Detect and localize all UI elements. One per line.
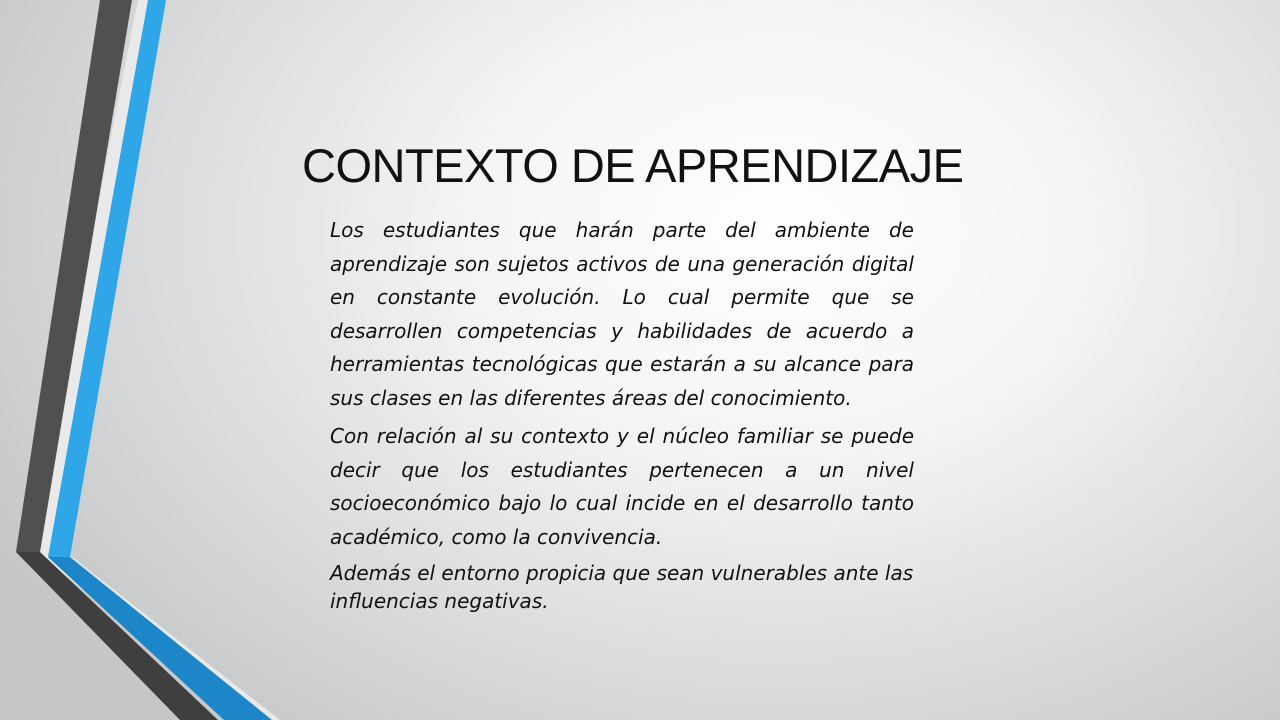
paragraph-learners: Los estudiantes que harán parte del ambiente de aprendizaje son sujetos activos de una generación digital en constante evolución. Lo cual permite que se desarrollen competencias y habilidades de acuerdo a herramientas tecnológicas que estarán a su alcance para sus clases en las diferentes áreas del conocimiento. bbox=[330, 218, 914, 410]
paragraph-family-context: Con relación al su contexto y el núcleo familiar se puede decir que los estudiantes pertenecen a un nivel socioeconómico bajo lo cual incide en el desarrollo tanto académico, como la convivencia. bbox=[330, 424, 914, 549]
paragraph-environment: Además el entorno propicia que sean vulnerables ante las influencias negativas. bbox=[330, 561, 914, 613]
slide-body bbox=[330, 214, 914, 620]
dark-stripe-lower bbox=[16, 552, 218, 720]
slide-title: CONTEXTO DE APRENDIZAJE bbox=[302, 139, 964, 192]
